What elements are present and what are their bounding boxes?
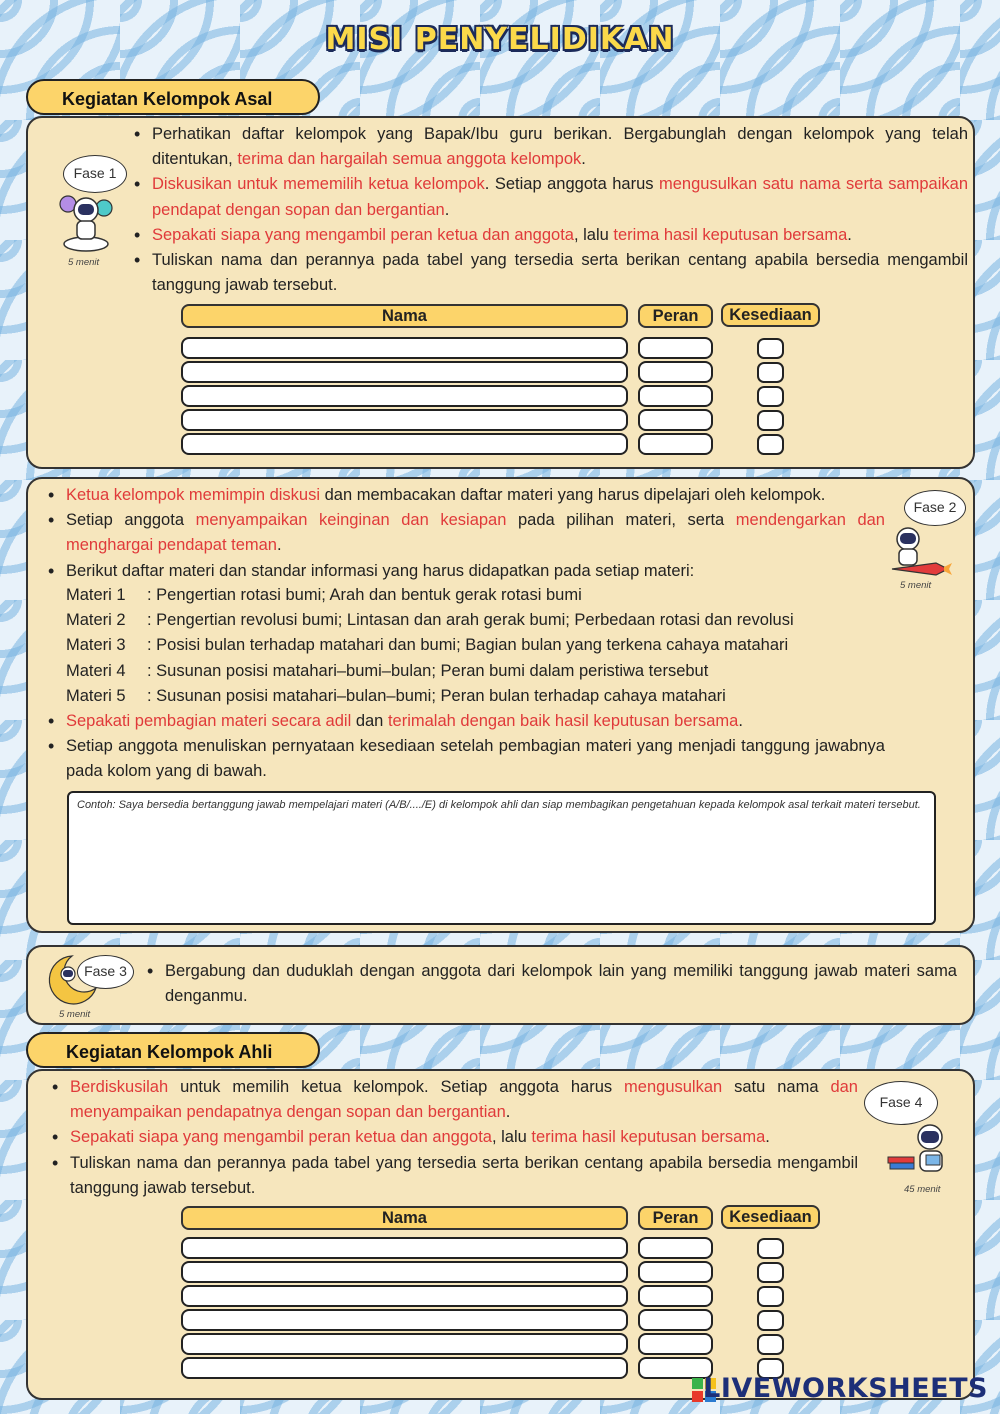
nama-input[interactable] [181,385,628,407]
panel-fase-3 [26,945,975,1025]
fase-1-duration: 5 menit [68,257,100,268]
materi-row: Materi 5 : Susunan posisi matahari–bulan–bumi; Peran bulan terhadap cahaya matahari [66,686,726,705]
list-item: • Bergabung dan duduklah dengan anggota dari kelompok lain yang memiliki tanggung jawab materi sama denganmu. [147,959,957,1009]
materi-row: Materi 1 : Pengertian rotasi bumi; Arah dan bentuk gerak rotasi bumi [66,586,582,604]
nama-input[interactable] [181,1333,628,1355]
list-item: • Sepakati pembagian materi secara adil dan terimalah dengan baik hasil keputusan bersama. [48,709,885,734]
kesediaan-checkbox[interactable] [757,338,784,359]
fase-4-duration: 45 menit [904,1184,941,1195]
fase-1-instructions [134,122,968,298]
table-header-kesediaan: Kesediaan [721,303,820,327]
kesediaan-statement-input[interactable]: Contoh: Saya bersedia bertanggung jawab mempelajari materi (A/B/..../E) di kelompok ahli dan siap membagikan pengetahuan kepada kelompok asal terkait materi tersebut. [67,791,936,925]
nama-input[interactable] [181,1261,628,1283]
table-header-peran: Peran [638,304,713,328]
kesediaan-checkbox[interactable] [757,410,784,431]
list-item: • Tuliskan nama dan perannya pada tabel yang tersedia serta berikan centang apabila bersedia mengambil tanggung jawab tersebut. [52,1151,858,1201]
kesediaan-checkbox[interactable] [757,362,784,383]
nama-input[interactable] [181,337,628,359]
peran-input[interactable] [638,409,713,431]
peran-input[interactable] [638,1309,713,1331]
peran-input[interactable] [638,1237,713,1259]
fase-4-instructions [52,1075,858,1201]
materi-row: Materi 2 : Pengertian revolusi bumi; Lintasan dan arah gerak bumi; Perbedaan rotasi dan revolusi [66,611,794,630]
peran-input[interactable] [638,1285,713,1307]
kesediaan-checkbox[interactable] [757,1286,784,1307]
peran-input[interactable] [638,1261,713,1283]
peran-input[interactable] [638,385,713,407]
fase-3-instructions [147,959,957,1009]
materi-row: Materi 3 : Posisi bulan terhadap matahari dan bumi; Bagian bulan yang terkena cahaya matahari [66,636,789,655]
list-item: • Sepakati siapa yang mengambil peran ketua dan anggota, lalu terima hasil keputusan bersama. [52,1125,858,1150]
kesediaan-checkbox[interactable] [757,386,784,407]
fase-2-instructions [48,483,885,584]
fase-2-bubble: Fase 2 [904,490,966,526]
panel-fase-1 [26,116,975,469]
table-header-nama: Nama [181,1206,628,1230]
table-header-nama: Nama [181,304,628,328]
table-header-peran: Peran [638,1206,713,1230]
fase-3-bubble: Fase 3 [77,955,134,989]
nama-input[interactable] [181,433,628,455]
list-item: • Perhatikan daftar kelompok yang Bapak/Ibu guru berikan. Bergabunglah dengan kelompok yang telah ditentukan, terima dan hargailah semua anggota kelompok. [134,122,968,172]
nama-input[interactable] [181,361,628,383]
nama-input[interactable] [181,1309,628,1331]
section-heading-kelompok-asal: Kegiatan Kelompok Asal [26,79,320,115]
brand-logo: LIVEWORKSHEETS [703,1373,988,1404]
list-item: • Ketua kelompok memimpin diskusi dan membacakan daftar materi yang harus dipelajari oleh kelompok. [48,483,885,508]
nama-input[interactable] [181,409,628,431]
astronaut-balloons-icon [54,190,118,252]
kesediaan-checkbox[interactable] [757,1238,784,1259]
list-item: • Sepakati siapa yang mengambil peran ketua dan anggota, lalu terima hasil keputusan bersama. [134,223,968,248]
list-item: • Berikut daftar materi dan standar informasi yang harus didapatkan pada setiap materi: [48,559,885,584]
kesediaan-checkbox[interactable] [757,1334,784,1355]
fase-1-bubble: Fase 1 [63,155,127,193]
fase-4-bubble: Fase 4 [864,1081,938,1125]
kesediaan-checkbox[interactable] [757,1310,784,1331]
list-item: • Berdiskusilah untuk memilih ketua kelompok. Setiap anggota harus mengusulkan satu nama dan menyampaikan pendapatnya dengan sopan dan bergantian. [52,1075,858,1125]
peran-input[interactable] [638,337,713,359]
section-heading-kelompok-ahli: Kegiatan Kelompok Ahli [26,1032,320,1068]
nama-input[interactable] [181,1237,628,1259]
nama-input[interactable] [181,1285,628,1307]
list-item: • Tuliskan nama dan perannya pada tabel yang tersedia serta berikan centang apabila bersedia mengambil tanggung jawab tersebut. [134,248,968,298]
nama-input[interactable] [181,1357,628,1379]
list-item: • Diskusikan untuk mememilih ketua kelompok. Setiap anggota harus mengusulkan satu nama serta sampaikan pendapat dengan sopan dan bergantian. [134,172,968,222]
list-item: • Setiap anggota menuliskan pernyataan kesediaan setelah pembagian materi yang menjadi tanggung jawabnya pada kolom yang di bawah. [48,734,885,784]
kesediaan-checkbox[interactable] [757,434,784,455]
panel-fase-2 [26,477,975,933]
list-item: • Setiap anggota menyampaikan keinginan dan kesiapan pada pilihan materi, serta mendengarkan dan menghargai pendapat teman. [48,508,885,558]
astronaut-reading-icon [886,1121,958,1181]
fase-2-instructions-bottom [48,709,885,785]
page-title: MISI PENYELIDIKAN [325,22,675,57]
fase-3-duration: 5 menit [59,1009,91,1020]
peran-input[interactable] [638,1357,713,1379]
fase-2-duration: 5 menit [900,580,932,591]
materi-row: Materi 4 : Susunan posisi matahari–bumi–bulan; Peran bumi dalam peristiwa tersebut [66,661,709,680]
kesediaan-checkbox[interactable] [757,1262,784,1283]
astronaut-rocket-icon [886,523,954,579]
peran-input[interactable] [638,433,713,455]
panel-fase-4 [26,1069,975,1400]
peran-input[interactable] [638,361,713,383]
materi-list [66,583,794,709]
table-header-kesediaan: Kesediaan [721,1205,820,1229]
peran-input[interactable] [638,1333,713,1355]
